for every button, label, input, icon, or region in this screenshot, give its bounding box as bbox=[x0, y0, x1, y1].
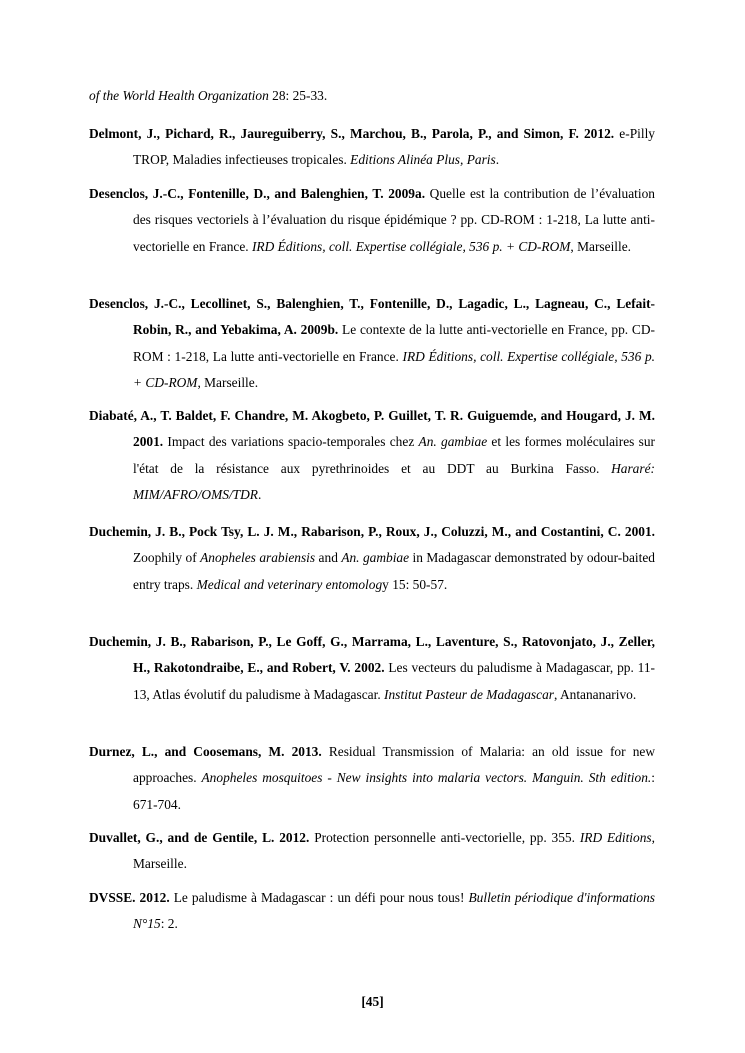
reference-text: Impact des variations spacio-temporales chez bbox=[163, 434, 419, 450]
reference-entry-durnez-2013 bbox=[89, 739, 655, 818]
reference-entry-duchemin-2002 bbox=[89, 629, 655, 708]
reference-text: Les vecteurs du paludisme à Madagascar, pp. 11-13, Atlas évolutif du paludisme à Madagascar. bbox=[133, 660, 655, 702]
reference-text: et les formes moléculaires sur l'état de la résistance aux pyrethrinoides et au DDT au Burkina Fasso. bbox=[133, 434, 655, 476]
reference-text: . bbox=[495, 152, 500, 168]
reference-entry-desenclos-2009a bbox=[89, 181, 655, 260]
reference-text: Le contexte de la lutte anti-vectorielle en France, pp. CD-ROM : 1-218, La lutte anti-vectorielle en France. bbox=[133, 322, 655, 364]
reference-text: Residual Transmission of Malaria: an old issue for new approaches. bbox=[133, 744, 655, 786]
reference-source: Anopheles mosquitoes - New insights into malaria vectors. Manguin. Sth edition. bbox=[201, 770, 652, 786]
reference-authors-year: Duvallet, G., and de Gentile, L. 2012. bbox=[89, 830, 310, 845]
reference-source: An. gambiae bbox=[418, 434, 488, 450]
reference-text: Zoophily of bbox=[133, 550, 201, 566]
reference-entry-delmont-2012 bbox=[89, 121, 655, 174]
reference-source: Bulletin périodique d'informations N°15 bbox=[133, 890, 655, 932]
reference-authors-year: Desenclos, J.-C., Fontenille, D., and Balenghien, T. 2009a. bbox=[89, 186, 426, 201]
reference-source: IRD Éditions, coll. Expertise collégiale, 536 p. + CD-ROM bbox=[133, 348, 656, 391]
reference-source: Anopheles arabiensis bbox=[200, 550, 316, 566]
reference-source: IRD Editions bbox=[579, 830, 652, 845]
reference-authors-year: Desenclos, J.-C., Lecollinet, S., Balenghien, T., Fontenille, D., Lagadic, L., Lagneau, C., Lefait-Robin, R., and Yebakima, A. 2009b. bbox=[89, 296, 655, 338]
reference-source: Hararé: MIM/AFRO/OMS/TDR bbox=[133, 460, 655, 503]
reference-text: : 2. bbox=[160, 916, 178, 932]
reference-text: , Marseille. bbox=[570, 238, 632, 254]
reference-entry-duvallet-2012 bbox=[89, 825, 655, 878]
reference-text: y 15: 50-57. bbox=[382, 576, 448, 592]
reference-source: Medical and veterinary entomolog bbox=[196, 576, 383, 592]
reference-entry-desenclos-2009b bbox=[89, 291, 655, 397]
reference-text: Protection personnelle anti-vectorielle, pp. 355. bbox=[309, 830, 580, 845]
reference-authors-year: Durnez, L., and Coosemans, M. 2013. bbox=[89, 744, 322, 759]
reference-text: , Marseille. bbox=[133, 830, 655, 872]
reference-text: : 671-704. bbox=[133, 770, 655, 812]
reference-text: Quelle est la contribution de l’évaluation des risques vectoriels à l’évaluation du risque épidémique ? pp. CD-ROM : 1-218, La lutte anti-vectorielle en France. bbox=[133, 186, 655, 254]
reference-entry-continuation bbox=[89, 83, 655, 109]
reference-authors-year: DVSSE. 2012. bbox=[89, 890, 170, 905]
reference-text: and bbox=[315, 550, 342, 566]
reference-authors-year: Duchemin, J. B., Rabarison, P., Le Goff, G., Marrama, L., Laventure, S., Ratovonjato, J., Zeller, H., Rakotondraibe, E., and Robert, V. 2002. bbox=[89, 634, 655, 676]
reference-text: Le paludisme à Madagascar : un défi pour nous tous! bbox=[169, 890, 469, 905]
reference-source: IRD Éditions, coll. Expertise collégiale, 536 p. + CD-ROM bbox=[251, 238, 571, 254]
reference-authors-year: Diabaté, A., T. Baldet, F. Chandre, M. Akogbeto, P. Guillet, T. R. Guiguemde, and Hougard, J. M. 2001. bbox=[89, 408, 655, 450]
reference-source: of the World Health Organization bbox=[89, 88, 269, 103]
reference-source: Institut Pasteur de Madagascar bbox=[384, 686, 554, 702]
reference-text: in Madagascar demonstrated by odour-baited entry traps. bbox=[133, 550, 655, 592]
reference-entry-diabate-2001 bbox=[89, 403, 655, 509]
reference-authors-year: Duchemin, J. B., Pock Tsy, L. J. M., Rabarison, P., Roux, J., Coluzzi, M., and Costantini, C. 2001. bbox=[89, 524, 655, 539]
reference-text: , Marseille. bbox=[197, 375, 259, 391]
reference-text: . bbox=[257, 487, 262, 503]
reference-source: An. gambiae bbox=[341, 550, 410, 566]
reference-authors-year: Delmont, J., Pichard, R., Jaureguiberry, S., Marchou, B., Parola, P., and Simon, F. 2012. bbox=[89, 126, 615, 141]
reference-entry-dvsse-2012 bbox=[89, 885, 655, 938]
reference-entry-duchemin-2001 bbox=[89, 519, 655, 598]
reference-text: , Antananarivo. bbox=[554, 686, 637, 702]
reference-text: e-Pilly TROP, Maladies infectieuses tropicales. bbox=[133, 126, 655, 168]
page-number: [45] bbox=[361, 994, 384, 1009]
reference-source: Editions Alinéa Plus, Paris bbox=[350, 152, 496, 168]
reference-text: 28: 25-33. bbox=[268, 88, 328, 103]
